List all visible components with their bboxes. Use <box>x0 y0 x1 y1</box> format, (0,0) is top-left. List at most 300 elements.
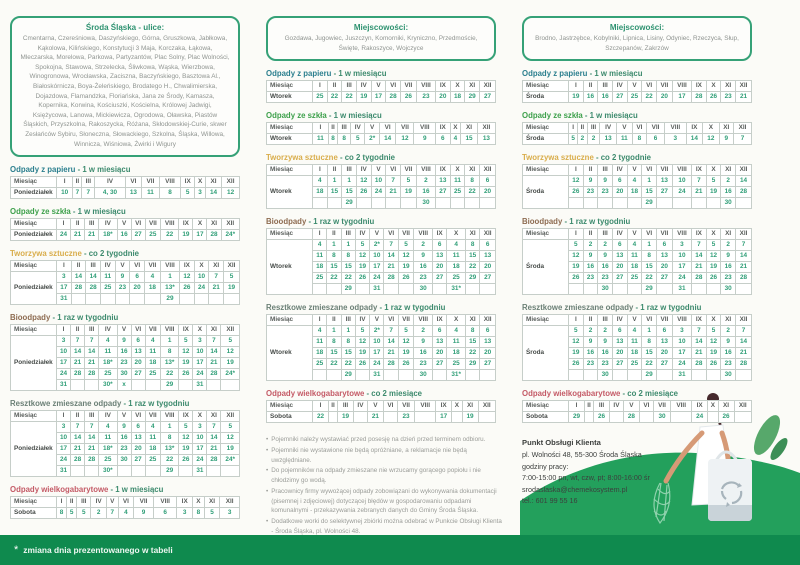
contact-title: Punkt Obsługi Klienta <box>522 438 601 448</box>
date-cell: 13 <box>480 337 496 348</box>
date-cell: 21 <box>207 444 221 455</box>
month-column-header: VII <box>656 315 672 326</box>
waste-section-heading <box>522 217 752 226</box>
month-column-header: X <box>450 81 465 92</box>
month-column-header: X <box>193 411 207 422</box>
collection-day-label: Sobota <box>523 412 569 423</box>
month-column-header: VII <box>145 219 160 230</box>
month-column-header: IX <box>692 165 707 176</box>
date-cell: 9 <box>134 508 154 519</box>
date-cell: 28 <box>386 92 401 103</box>
month-column-header: VI <box>125 177 141 188</box>
month-column-header: III <box>598 81 613 92</box>
month-column-header: XI <box>207 219 221 230</box>
schedule-table <box>10 260 240 305</box>
date-cell: 23 <box>117 444 131 455</box>
date-cell: 7 <box>85 336 99 347</box>
month-column-header: V <box>627 229 642 240</box>
date-cell: 5 <box>179 422 193 433</box>
month-column-header: VII <box>400 81 416 92</box>
date-cell: 8 <box>160 347 178 358</box>
date-cell: 27 <box>612 273 627 284</box>
date-cell: 7 <box>71 336 85 347</box>
date-cell: 9 <box>598 337 613 348</box>
month-column-header: I <box>569 165 584 176</box>
month-column-header: II <box>578 123 587 134</box>
month-column-header: IX <box>177 497 193 508</box>
month-column-header: X <box>706 315 721 326</box>
date-cell <box>692 370 707 381</box>
date-cell: 18 <box>450 92 465 103</box>
date-cell <box>672 198 691 209</box>
date-cell: 8 <box>57 508 67 519</box>
date-cell: 30 <box>721 198 736 209</box>
month-column-header: VIII <box>672 315 691 326</box>
date-cell: 21 <box>367 412 383 423</box>
month-column-header: VIII <box>160 261 179 272</box>
date-cell <box>145 380 160 391</box>
date-cell: 8 <box>465 176 480 187</box>
date-cell: 5 <box>224 272 240 283</box>
waste-type-title: Resztkowe zmieszane odpady <box>522 303 636 313</box>
date-cell: 4 <box>118 508 134 519</box>
month-column-header: IX <box>692 315 707 326</box>
date-cell: 7 <box>692 326 707 337</box>
waste-section-heading <box>266 111 496 120</box>
date-cell: 3 <box>672 240 691 251</box>
waste-type-title: Odpady ze szkła <box>10 207 73 217</box>
area-header-title: Środa Śląska - ulice: <box>85 23 165 32</box>
date-cell: 25 <box>627 92 642 103</box>
table-row <box>11 230 240 241</box>
date-cell: 14 <box>205 188 221 199</box>
month-column-header: II <box>327 229 341 240</box>
month-column-header: XII <box>480 315 496 326</box>
schedule-table <box>522 228 752 295</box>
month-header-label: Miesiąc <box>11 177 57 188</box>
date-cell: 10 <box>57 188 73 199</box>
date-cell: 27 <box>433 273 447 284</box>
date-cell: 12 <box>706 337 721 348</box>
date-cell: 7 <box>207 336 221 347</box>
date-cell: 22 <box>160 369 178 380</box>
date-cell <box>383 412 397 423</box>
date-cell: 9 <box>583 337 598 348</box>
waste-type-title: Resztkowe zmieszane odpady <box>266 303 380 313</box>
date-cell: 28 <box>623 412 639 423</box>
date-cell: 2 <box>587 134 600 145</box>
date-cell: 2 <box>583 326 598 337</box>
date-cell <box>627 198 642 209</box>
date-cell: 23 <box>416 92 435 103</box>
month-column-header: VI <box>379 123 396 134</box>
date-cell: 31 <box>193 380 207 391</box>
date-cell: 9 <box>583 176 598 187</box>
waste-section-heading <box>10 485 240 494</box>
date-cell: 6 <box>656 240 672 251</box>
month-column-header: XI <box>209 261 224 272</box>
date-cell: 14 <box>692 251 707 262</box>
month-column-header: VI <box>642 81 657 92</box>
table-row <box>11 188 240 199</box>
date-cell: 14 <box>379 134 396 145</box>
month-column-header: I <box>313 315 327 326</box>
month-column-header: IV <box>600 123 617 134</box>
month-column-header: III <box>86 261 101 272</box>
date-cell: 19 <box>569 92 584 103</box>
date-cell <box>478 412 495 423</box>
date-cell: 20 <box>131 444 145 455</box>
date-cell: 17 <box>193 444 207 455</box>
date-cell: 9 <box>721 337 736 348</box>
month-column-header: VII <box>396 123 414 134</box>
month-column-header: X <box>195 177 206 188</box>
waste-frequency: - 1 w miesiącu <box>110 485 164 495</box>
month-header-label: Miesiąc <box>267 123 313 134</box>
date-cell <box>179 380 193 391</box>
date-cell: 15 <box>341 348 355 359</box>
date-cell <box>480 370 496 381</box>
date-cell: 5 <box>706 240 721 251</box>
month-column-header: II <box>329 401 338 412</box>
date-cell: 22 <box>341 359 355 370</box>
month-column-header: IX <box>179 411 193 422</box>
schedule-table <box>10 176 240 199</box>
date-cell: x <box>117 380 131 391</box>
date-cell: 24 <box>672 359 691 370</box>
date-cell: 9 <box>115 272 130 283</box>
table-header-row <box>267 165 496 176</box>
month-column-header: VI <box>639 401 653 412</box>
date-cell: 20 <box>433 348 447 359</box>
month-column-header: XI <box>465 81 480 92</box>
date-cell: 12 <box>398 251 414 262</box>
month-column-header: VIII <box>160 325 178 336</box>
date-cell: 15 <box>327 262 341 273</box>
month-column-header: XI <box>721 81 736 92</box>
date-cell: 23 <box>721 92 736 103</box>
date-cell: 23 <box>598 273 613 284</box>
date-cell: 12 <box>180 272 195 283</box>
date-cell <box>179 466 193 477</box>
month-column-header: II <box>71 219 85 230</box>
date-cell: 17 <box>57 358 71 369</box>
note-item <box>266 487 502 516</box>
date-cell: 6 <box>130 272 145 283</box>
date-cell: 21 <box>85 358 99 369</box>
date-cell: 6 <box>612 176 627 187</box>
date-cell: 8 <box>193 508 205 519</box>
month-header-label: Miesiąc <box>267 229 313 240</box>
month-column-header: I <box>57 325 71 336</box>
date-cell: 24 <box>370 359 384 370</box>
waste-section-plastic <box>266 153 496 209</box>
date-cell: 28 <box>692 92 707 103</box>
schedule-table <box>522 164 752 209</box>
month-column-header: IV <box>99 325 117 336</box>
month-column-header: V <box>627 81 642 92</box>
waste-section-bio <box>522 217 752 295</box>
date-cell: 8 <box>466 240 480 251</box>
date-cell: 28 <box>71 369 85 380</box>
table-header-row <box>11 497 240 508</box>
date-cell: 19 <box>221 358 240 369</box>
waste-section-heading <box>522 69 752 78</box>
date-cell <box>194 294 209 305</box>
waste-type-title: Odpady z papieru <box>10 165 78 175</box>
date-cell: 5 <box>706 176 721 187</box>
date-cell: 3 <box>195 188 206 199</box>
month-column-header: XI <box>204 497 220 508</box>
month-header-label: Miesiąc <box>11 411 57 422</box>
waste-type-title: Odpady wielkogabarytowe <box>522 389 623 399</box>
date-cell: 8 <box>642 337 657 348</box>
date-cell: 7 <box>736 240 752 251</box>
month-column-header: XII <box>221 325 240 336</box>
date-cell: 12 <box>221 347 240 358</box>
date-cell: 11 <box>99 347 117 358</box>
month-column-header: II <box>71 325 85 336</box>
date-cell: 23 <box>414 359 433 370</box>
month-column-header: IX <box>436 81 451 92</box>
waste-section-bulky <box>522 389 752 423</box>
date-cell: 18 <box>313 187 328 198</box>
date-cell: 28 <box>736 359 752 370</box>
date-cell <box>327 370 341 381</box>
date-cell: 21 <box>692 187 707 198</box>
date-cell: 4 <box>627 176 642 187</box>
date-cell: 16 <box>414 262 433 273</box>
date-cell: 23 <box>721 273 736 284</box>
date-cell: 20 <box>433 262 447 273</box>
month-column-header: III <box>342 165 357 176</box>
date-cell: 6 <box>433 240 447 251</box>
date-cell: 13 <box>480 251 496 262</box>
schedule-table <box>10 324 240 391</box>
month-column-header: VIII <box>159 177 180 188</box>
date-cell: 28 <box>736 187 752 198</box>
waste-frequency: - 1 raz w tygodniu <box>52 313 119 323</box>
month-column-header: VIII <box>665 123 687 134</box>
date-cell: 21 <box>692 262 707 273</box>
area-header-streets: Brodno, Jastrzębce, Kobylniki, Lipnica, Lisiny, Odyniec, Rzeczyca, Słup, Szczepanów, Zakrzów <box>535 35 739 52</box>
table-row <box>267 412 496 423</box>
date-cell <box>692 198 707 209</box>
date-cell: 21 <box>386 187 401 198</box>
note-item <box>266 435 502 445</box>
date-cell: 25 <box>313 92 328 103</box>
date-cell: 6 <box>433 326 447 337</box>
date-cell <box>221 466 240 477</box>
date-cell: 21 <box>384 348 398 359</box>
date-cell: 3 <box>57 272 72 283</box>
date-cell: 4 <box>144 272 160 283</box>
date-cell: 26 <box>356 187 371 198</box>
month-column-header: VIII <box>672 229 691 240</box>
date-cell: 19 <box>400 187 416 198</box>
table-header-row <box>267 315 496 326</box>
date-cell: 3 <box>220 508 240 519</box>
date-cell <box>612 284 627 295</box>
date-cell: 5 <box>355 326 369 337</box>
waste-section-heading <box>266 153 496 162</box>
date-cell: 6 <box>612 326 627 337</box>
month-column-header: XII <box>224 261 240 272</box>
date-cell: 5 <box>67 508 77 519</box>
date-cell: 11 <box>100 272 115 283</box>
month-column-header: VI <box>642 315 657 326</box>
date-cell: 5 <box>569 240 584 251</box>
date-cell: 6 <box>480 326 496 337</box>
date-cell: 27 <box>656 273 672 284</box>
date-cell: 11 <box>145 433 160 444</box>
month-column-header: XII <box>736 315 752 326</box>
month-column-header: IV <box>356 165 371 176</box>
date-cell: 8 <box>328 134 337 145</box>
waste-section-paper <box>10 165 240 199</box>
month-column-header: IX <box>436 165 451 176</box>
leaf-graphic <box>749 411 791 462</box>
date-cell: 22 <box>466 348 480 359</box>
note-text: Pojemniki należy wystawiać przed posesję na dzień przed terminem odbioru. <box>271 436 486 444</box>
month-column-header: VIII <box>161 219 179 230</box>
month-column-header: IX <box>692 401 708 412</box>
date-cell: 16 <box>721 187 736 198</box>
date-cell <box>415 412 436 423</box>
month-column-header: XII <box>478 401 495 412</box>
date-cell <box>130 294 145 305</box>
date-cell: 2 <box>598 326 613 337</box>
date-cell: 6 <box>436 134 450 145</box>
date-cell: 15 <box>461 134 478 145</box>
month-header-label: Miesiąc <box>267 165 313 176</box>
collection-day-label: Sobota <box>11 508 57 519</box>
contact-hours: 7:00-15:00 pn, wt, czw, pt; 8:00-16:00 śr <box>522 473 650 483</box>
date-cell: 29 <box>642 198 657 209</box>
date-cell: 30 <box>653 412 670 423</box>
date-cell: 14 <box>736 251 752 262</box>
date-cell: 29 <box>160 466 178 477</box>
date-cell: 27 <box>612 92 627 103</box>
date-cell: 26 <box>180 283 195 294</box>
month-column-header: XI <box>718 401 734 412</box>
month-column-header: V <box>370 229 384 240</box>
date-cell: 16 <box>583 348 598 359</box>
date-cell: 8 <box>338 134 351 145</box>
date-cell: 20 <box>480 348 496 359</box>
month-column-header: XI <box>207 411 221 422</box>
date-cell: 19 <box>462 412 478 423</box>
date-cell: 16 <box>598 348 613 359</box>
month-column-header: XII <box>221 219 239 230</box>
date-cell: 7 <box>384 240 398 251</box>
waste-section-residual <box>10 399 240 477</box>
date-cell <box>329 412 338 423</box>
table-row <box>523 240 752 251</box>
month-column-header: XI <box>719 123 733 134</box>
month-column-header: XII <box>480 165 496 176</box>
date-cell: 16 <box>416 187 435 198</box>
month-column-header: IV <box>99 219 117 230</box>
waste-section-plastic <box>10 249 240 305</box>
date-cell: 20 <box>436 92 451 103</box>
date-cell: 28 <box>692 359 707 370</box>
table-header-row <box>11 411 240 422</box>
month-column-header: X <box>452 401 462 412</box>
date-cell: 25 <box>145 230 160 241</box>
month-column-header: X <box>706 229 721 240</box>
date-cell: 23 <box>721 359 736 370</box>
date-cell: 27 <box>656 359 672 370</box>
date-cell: 15 <box>642 187 657 198</box>
date-cell <box>450 198 465 209</box>
date-cell <box>371 198 386 209</box>
month-column-header: III <box>598 315 613 326</box>
date-cell: 12 <box>355 251 369 262</box>
month-column-header: VIII <box>672 165 691 176</box>
date-cell: 20 <box>612 187 627 198</box>
date-cell: 8 <box>466 326 480 337</box>
date-cell: 11 <box>145 347 160 358</box>
date-cell: 25 <box>145 455 160 466</box>
waste-section-residual <box>266 303 496 381</box>
contact-hours-label: godziny pracy: <box>522 461 569 471</box>
table-row <box>523 412 752 423</box>
date-cell: 17 <box>370 262 384 273</box>
date-cell: 4 <box>99 422 117 433</box>
date-cell: 31 <box>57 294 72 305</box>
waste-frequency: - co 2 tygodnie <box>595 153 651 163</box>
month-column-header: III <box>598 165 613 176</box>
date-cell: 13 <box>612 251 627 262</box>
date-cell: 20 <box>612 348 627 359</box>
month-column-header: I <box>313 401 329 412</box>
date-cell: 22 <box>313 412 329 423</box>
date-cell <box>131 466 145 477</box>
waste-frequency: - 1 w miesiącu <box>584 111 638 121</box>
date-cell: 19 <box>179 444 193 455</box>
table-row <box>523 92 752 103</box>
date-cell: 21 <box>71 444 85 455</box>
date-cell: 16 <box>721 348 736 359</box>
month-column-header: XII <box>734 401 751 412</box>
date-cell: 31 <box>370 284 384 295</box>
date-cell <box>610 412 624 423</box>
date-cell <box>466 370 480 381</box>
date-cell <box>209 294 224 305</box>
waste-frequency: - 1 w miesiącu <box>589 69 643 79</box>
note-text: Pojemniki nie wystawione nie będą opróżniane, a reklamacje nie będą uwzględniane. <box>271 446 467 464</box>
month-column-header: X <box>708 401 718 412</box>
date-cell: 3 <box>57 336 71 347</box>
date-cell: 27 <box>436 187 451 198</box>
date-cell: 26 <box>594 412 610 423</box>
date-cell: 22 <box>341 273 355 284</box>
date-cell: 1 <box>160 272 179 283</box>
date-cell: 30 <box>414 370 433 381</box>
month-column-header: VI <box>384 229 398 240</box>
date-cell: 30 <box>721 284 736 295</box>
month-column-header: VI <box>384 315 398 326</box>
date-cell: 4 <box>313 326 327 337</box>
date-cell: 13* <box>160 444 178 455</box>
month-column-header: XI <box>205 177 221 188</box>
schedule-table <box>266 228 496 295</box>
date-cell: 20 <box>612 262 627 273</box>
date-cell <box>436 198 451 209</box>
date-cell: 25 <box>99 455 117 466</box>
date-cell <box>180 294 195 305</box>
